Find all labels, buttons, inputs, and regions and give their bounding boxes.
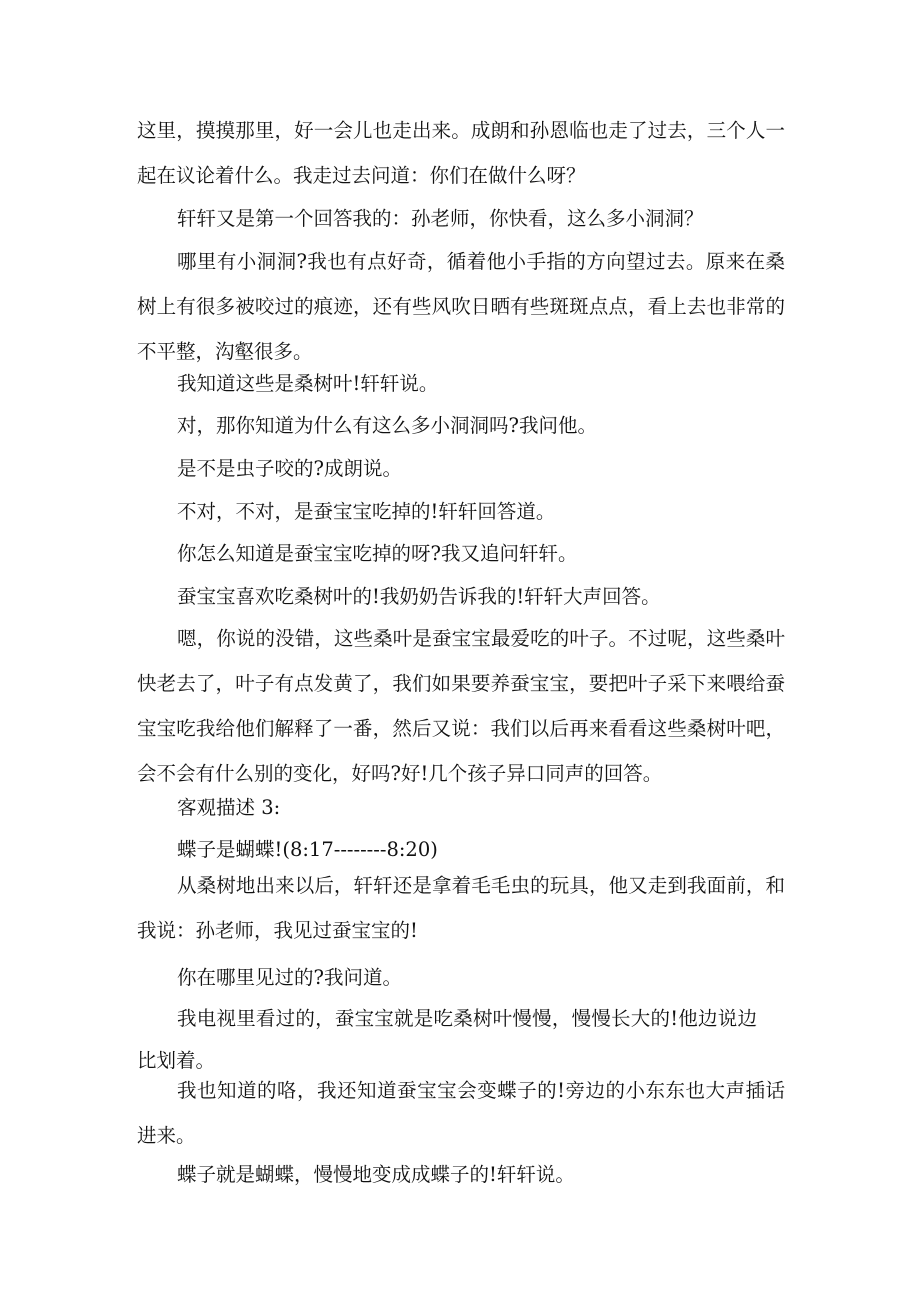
paragraph-1: 这里，摸摸那里，好一会儿也走出来。成朗和孙恩临也走了过去，三个人一起在议论着什么。我走过去问道：你们在做什么呀？ [137,119,785,187]
paragraph-14: 你在哪里见过的?我问道。 [177,966,402,989]
paragraph-11-heading: 客观描述 3: [177,796,281,819]
paragraph-4: 我知道这些是桑树叶!轩轩说。 [177,372,439,395]
paragraph-2: 轩轩又是第一个回答我的：孙老师，你快看，这么多小洞洞？ [177,207,704,230]
paragraph-15: 我电视里看过的，蚕宝宝就是吃桑树叶慢慢，慢慢长大的!他边说边比划着。 [137,1007,757,1072]
paragraph-12-subheading: 蝶子是蝴蝶!(8:17--------8:20) [177,838,438,861]
paragraph-3: 哪里有小洞洞?我也有点好奇，循着他小手指的方向望过去。原来在桑树上有很多被咬过的痕迹，还有些风吹日晒有些斑斑点点，看上去也非常的不平整，沟壑很多。 [137,250,785,363]
paragraph-7: 不对，不对，是蚕宝宝吃掉的!轩轩回答道。 [177,500,556,523]
paragraph-17: 蝶子就是蝴蝶，慢慢地变成成蝶子的!轩轩说。 [177,1163,575,1186]
paragraph-9: 蚕宝宝喜欢吃桑树叶的!我奶奶告诉我的!轩轩大声回答。 [177,585,661,608]
paragraph-6: 是不是虫子咬的?成朗说。 [177,457,402,480]
paragraph-13: 从桑树地出来以后，轩轩还是拿着毛毛虫的玩具，他又走到我面前，和我说：孙老师，我见过蚕宝宝的! [137,874,785,942]
paragraph-5: 对，那你知道为什么有这么多小洞洞吗?我问他。 [177,414,597,437]
paragraph-16: 我也知道的咯，我还知道蚕宝宝会变蝶子的!旁边的小东东也大声插话进来。 [137,1079,785,1147]
paragraph-8: 你怎么知道是蚕宝宝吃掉的呀?我又追问轩轩。 [177,542,578,565]
paragraph-10: 嗯，你说的没错，这些桑叶是蚕宝宝最爱吃的叶子。不过呢，这些桑叶快老去了，叶子有点发黄了，我们如果要养蚕宝宝，要把叶子采下来喂给蚕宝宝吃我给他们解释了一番，然后又说：我们以后再来看看这些桑树叶吧，会不会有什么别的变化，好吗?好!几个孩子异口同声的回答。 [137,627,785,785]
